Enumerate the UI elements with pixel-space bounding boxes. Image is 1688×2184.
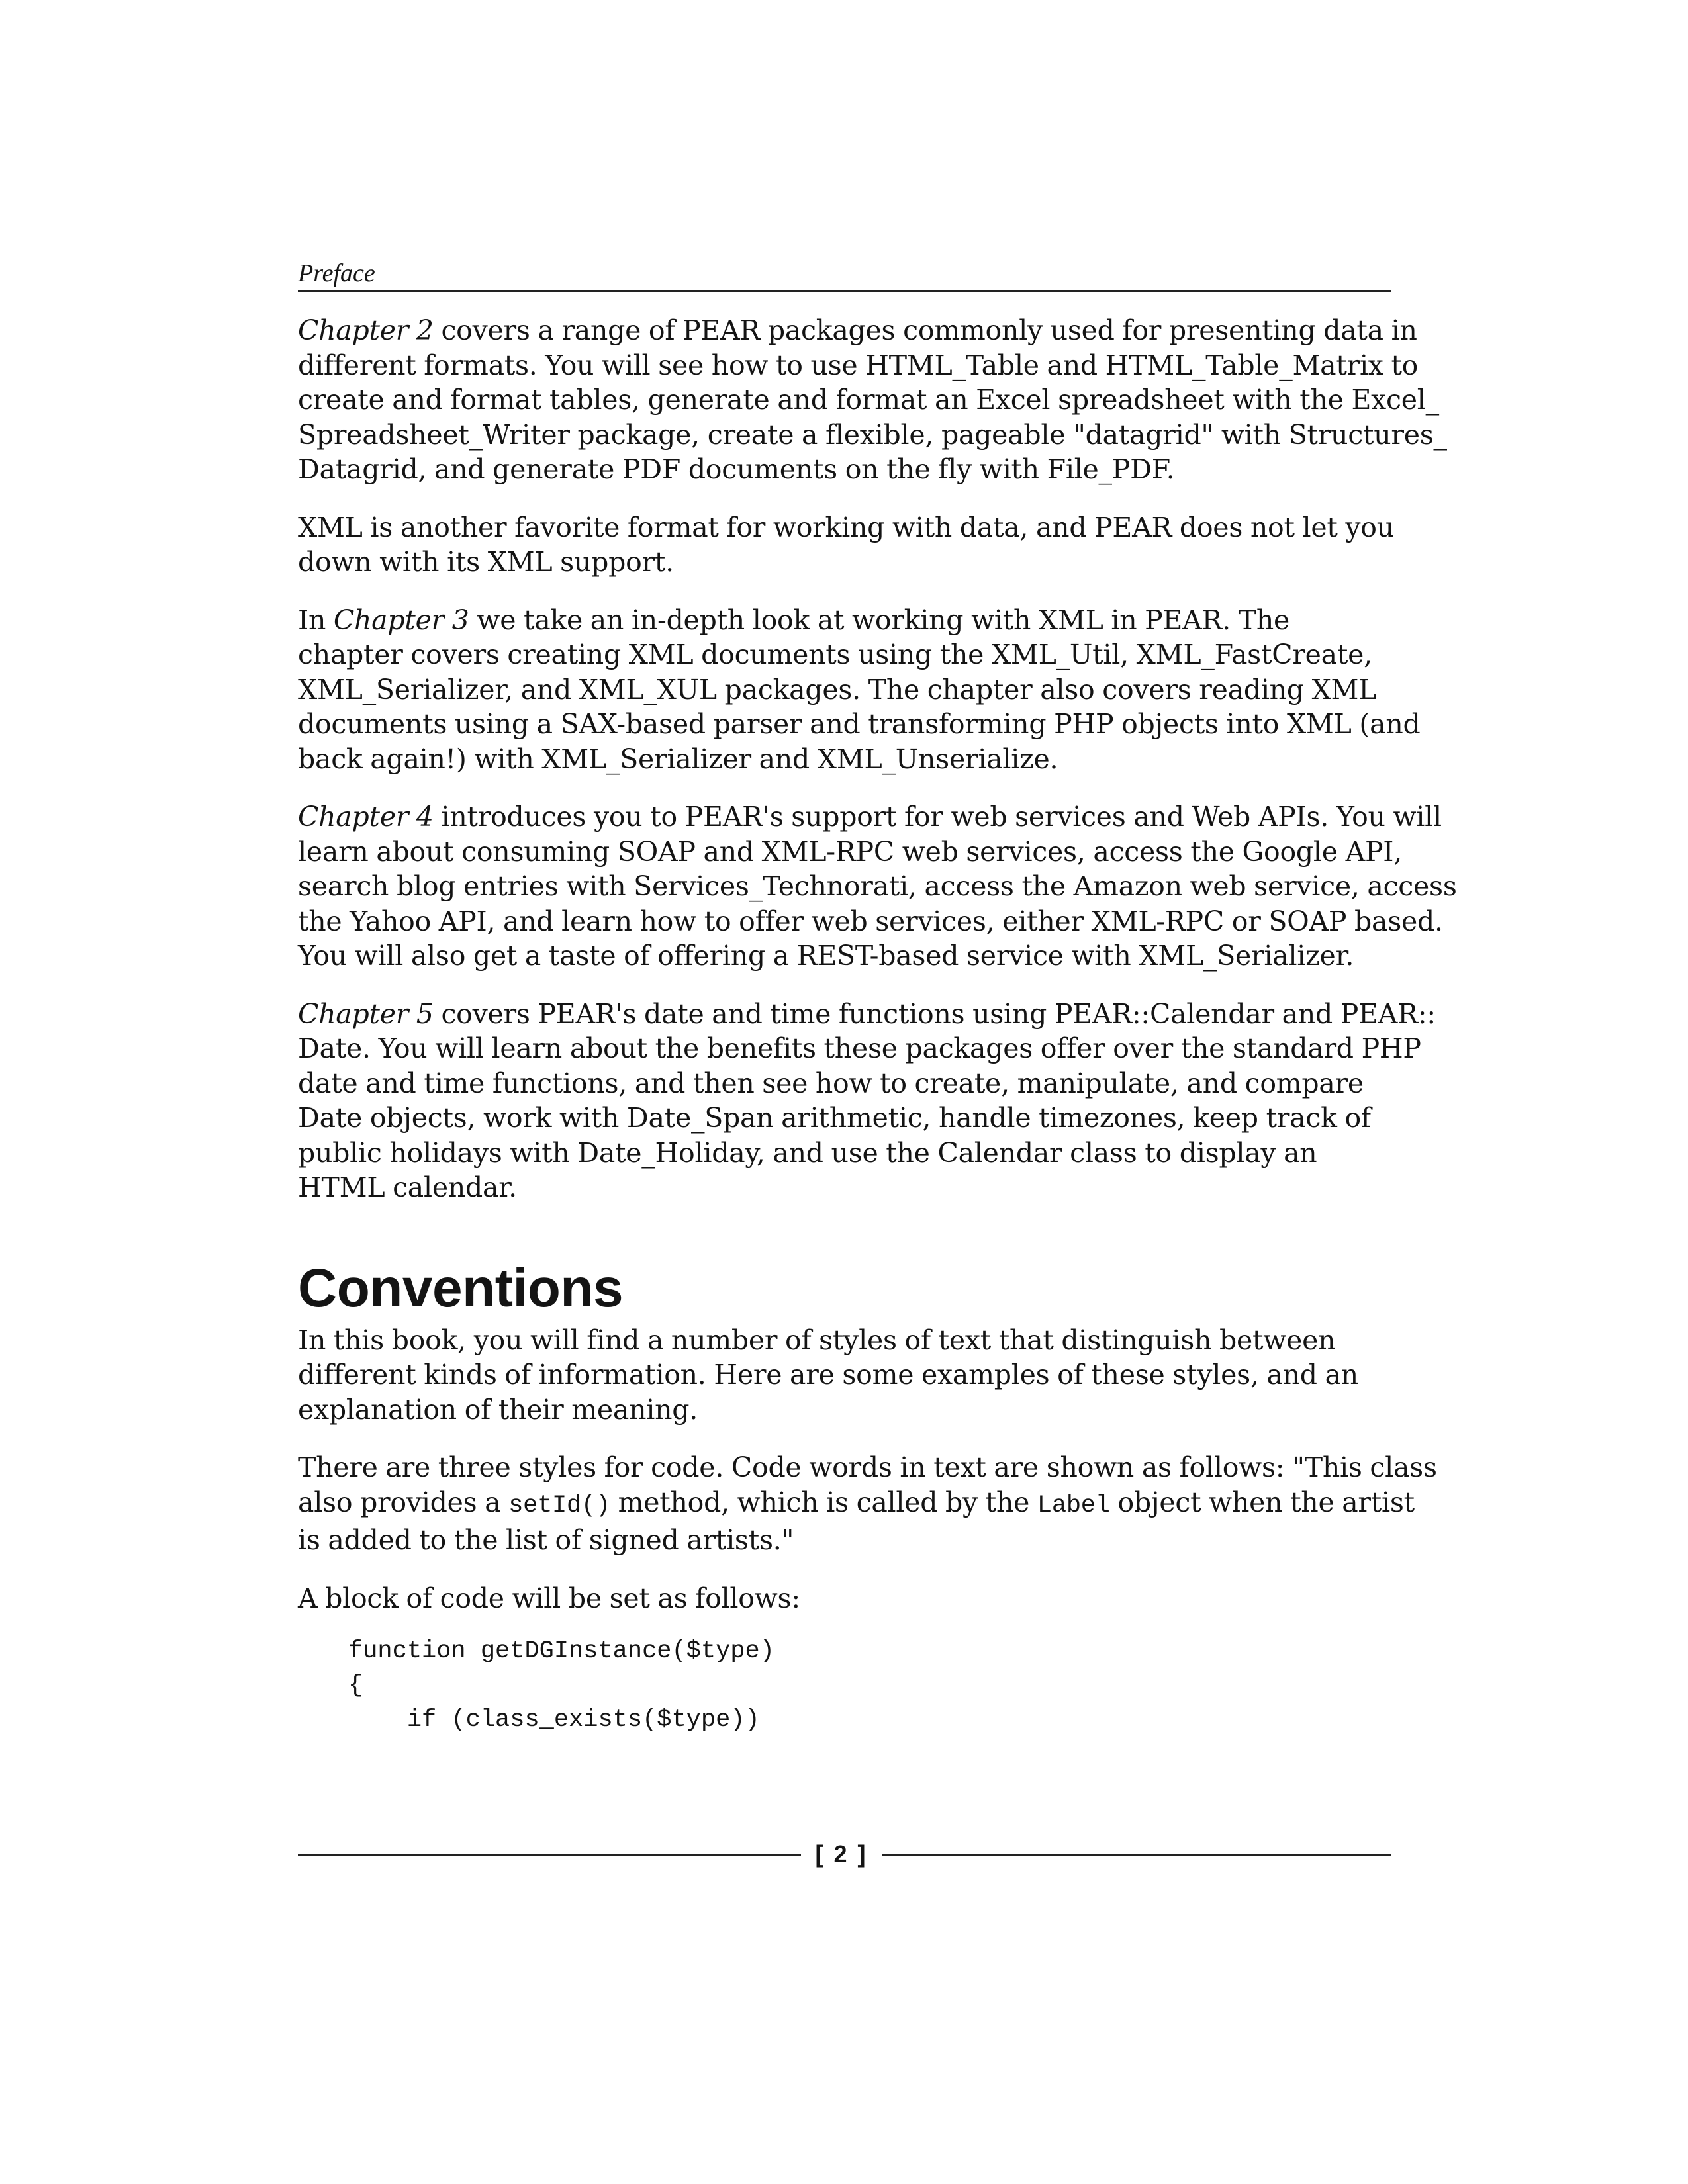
page-content [298,258,1457,1737]
text-line: XML is another favorite format for working with data, and PEAR does not let you [298,511,1394,543]
code-block [348,1634,1391,1737]
text-line: Date. You will learn about the benefits these packages offer over the standard PHP [298,1032,1421,1064]
code-line: if (class_exists($type)) [348,1706,760,1734]
text-line: HTML calendar. [298,1171,517,1203]
text-line [298,1485,1415,1524]
text-line: documents using a SAX-based parser and transforming PHP objects into XML (and [298,708,1421,740]
text-line: search blog entries with Services_Technorati, access the Amazon web service, access [298,870,1457,902]
paragraph-chapter-3 [298,603,1421,777]
footer-rule-left [298,1854,801,1856]
text-line: Date objects, work with Date_Span arithmetic, handle timezones, keep track of [298,1102,1371,1134]
text-fragment: covers PEAR's date and time functions using PEAR::Calendar and PEAR:: [433,997,1436,1030]
paragraph-code-styles [298,1450,1437,1558]
text-line [298,997,1436,1032]
paragraph-chapter-2 [298,313,1447,487]
text-line: back again!) with XML_Serializer and XML_Unserialize. [298,743,1058,775]
text-line: XML_Serializer, and XML_XUL packages. The chapter also covers reading XML [298,673,1377,705]
text-fragment: also provides a [298,1486,509,1518]
text-line: There are three styles for code. Code words in text are shown as follows: "This class [298,1451,1437,1483]
code-line: { [348,1672,363,1700]
paragraph-conventions-intro [298,1323,1391,1428]
footer-rule-right [882,1854,1391,1856]
text-line: A block of code will be set as follows: [298,1582,800,1614]
paragraph-chapter-4 [298,799,1457,974]
chapter-reference: Chapter 2 [298,314,434,346]
text-line: explanation of their meaning. [298,1393,698,1426]
text-line: You will also get a taste of offering a REST-based service with XML_Serializer. [298,940,1354,972]
text-line [298,799,1442,835]
text-line: the Yahoo API, and learn how to offer web services, either XML-RPC or SOAP based. [298,905,1443,937]
text-line: public holidays with Date_Holiday, and use the Calendar class to display an [298,1136,1317,1169]
running-head: Preface [298,258,1391,292]
text-fragment: method, which is called by the [610,1486,1037,1518]
text-fragment: covers a range of PEAR packages commonly used for presenting data in [433,314,1417,346]
inline-code: Label [1037,1491,1110,1520]
text-fragment: we take an in-depth look at working with XML in PEAR. The [469,604,1289,636]
text-line: different formats. You will see how to use HTML_Table and HTML_Table_Matrix to [298,349,1419,381]
text-fragment: In [298,604,334,636]
text-line: date and time functions, and then see how to create, manipulate, and compare [298,1067,1364,1099]
text-line [298,603,1391,638]
page-footer [298,1837,1391,1872]
chapter-reference: Chapter 3 [333,604,469,636]
text-line: is added to the list of signed artists." [298,1524,794,1556]
text-line: Spreadsheet_Writer package, create a flexible, pageable "datagrid" with Structures_ [298,418,1447,451]
text-line: create and format tables, generate and format an Excel spreadsheet with the Excel_ [298,384,1439,416]
text-fragment: introduces you to PEAR's support for web services and Web APIs. You will [433,801,1442,833]
text-line: Datagrid, and generate PDF documents on the fly with File_PDF. [298,453,1175,485]
text-line: In this book, you will find a number of styles of text that distinguish between [298,1324,1336,1356]
text-line: down with its XML support. [298,546,674,578]
code-line: function getDGInstance($type) [348,1637,774,1665]
section-heading: Conventions [298,1257,624,1318]
text-line: chapter covers creating XML documents using the XML_Util, XML_FastCreate, [298,639,1372,670]
page-number: [ 2 ] [815,1841,868,1868]
paragraph-chapter-5 [298,997,1436,1205]
chapter-reference: Chapter 4 [298,801,434,833]
text-line [298,313,1417,348]
paragraph-code-block-intro [298,1581,1391,1616]
paragraph-xml-intro [298,510,1394,580]
text-line: different kinds of information. Here are some examples of these styles, and an [298,1359,1358,1390]
text-fragment: object when the artist [1109,1486,1415,1518]
text-line: learn about consuming SOAP and XML-RPC web services, access the Google API, [298,835,1403,868]
chapter-reference: Chapter 5 [298,997,434,1030]
inline-code: setId() [508,1491,610,1520]
